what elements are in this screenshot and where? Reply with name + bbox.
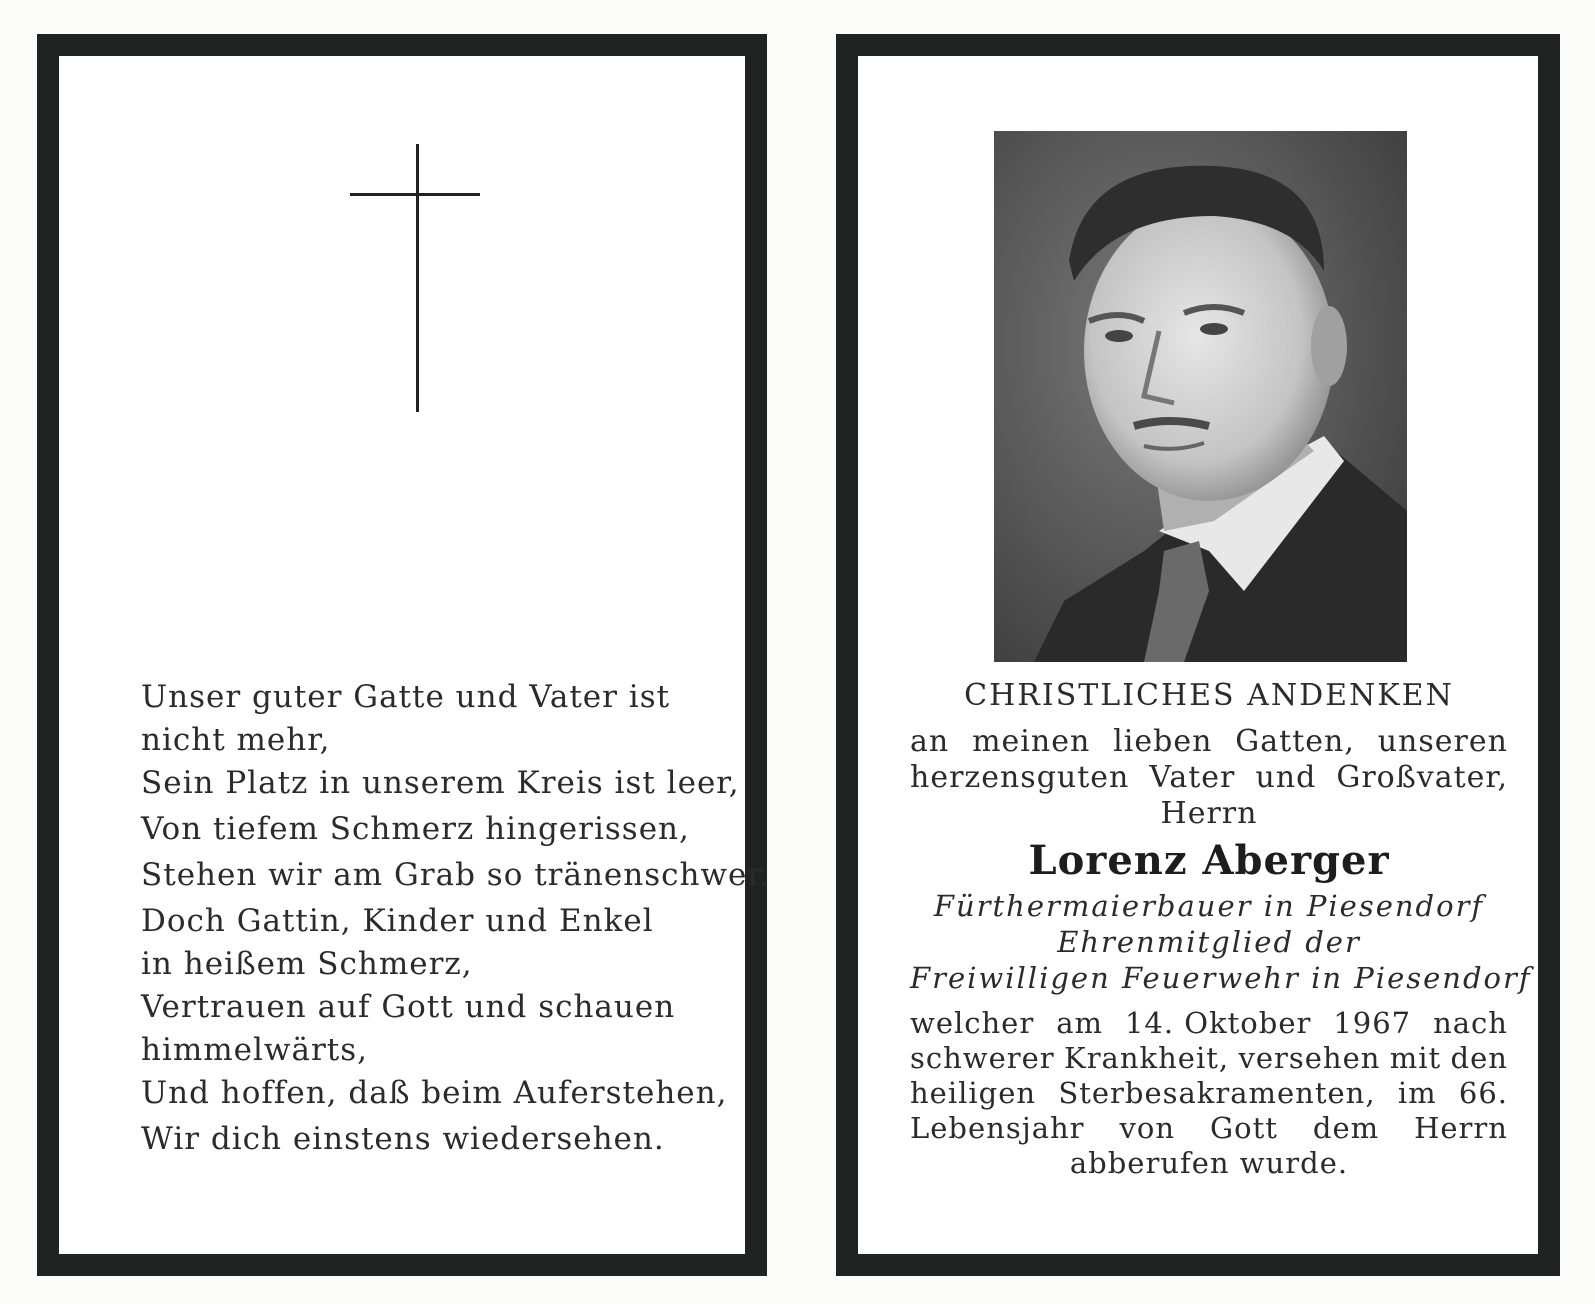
memorial-poem bbox=[141, 674, 771, 1162]
word: 66. bbox=[1458, 1076, 1508, 1110]
poem-line: Unser guter Gatte und Vater ist bbox=[141, 679, 671, 715]
poem-line: Sein Platz in unserem Kreis ist leer, bbox=[141, 765, 740, 801]
poem-line: Doch Gattin, Kinder und Enkel bbox=[141, 903, 654, 939]
justified-line bbox=[910, 1111, 1508, 1146]
word: und bbox=[1255, 760, 1317, 795]
role-line: Fürthermaierbauer in Piesendorf bbox=[933, 889, 1485, 923]
word: an bbox=[910, 724, 950, 759]
word: Sterbesakramenten, bbox=[1058, 1076, 1376, 1110]
word: mit bbox=[1389, 1041, 1442, 1075]
justified-line bbox=[910, 1041, 1508, 1076]
poem-line: in heißem Schmerz, bbox=[141, 946, 473, 982]
word: 14. Oktober bbox=[1124, 1006, 1312, 1040]
dedication-last-line: Herrn bbox=[1160, 796, 1258, 831]
cross-icon-bar bbox=[350, 193, 480, 196]
word: versehen bbox=[1238, 1041, 1381, 1075]
cross-icon bbox=[416, 144, 419, 412]
word: herzensguten bbox=[910, 760, 1130, 795]
deceased-name: Lorenz Aberger bbox=[1028, 837, 1390, 884]
word: Vater bbox=[1149, 760, 1236, 795]
justified-line bbox=[910, 1076, 1508, 1111]
poem-line: himmelwärts, bbox=[141, 1032, 368, 1068]
role-line: Freiwilligen Feuerwehr in Piesendorf bbox=[910, 961, 1532, 995]
dedication-text bbox=[910, 724, 1508, 832]
poem-line: Und hoffen, daß beim Auferstehen, bbox=[141, 1075, 728, 1111]
word: unseren bbox=[1377, 724, 1508, 759]
word: den bbox=[1450, 1041, 1508, 1075]
poem-line: Vertrauen auf Gott und schauen bbox=[141, 989, 676, 1025]
word: lieben bbox=[1113, 724, 1213, 759]
justified-line bbox=[910, 760, 1508, 796]
poem-line: Stehen wir am Grab so tränenschwer. bbox=[141, 857, 771, 893]
word: Gott bbox=[1210, 1111, 1278, 1145]
poem-line: Wir dich einstens wiedersehen. bbox=[141, 1121, 665, 1157]
word: Gatten, bbox=[1235, 724, 1355, 759]
word: Lebensjahr bbox=[910, 1111, 1085, 1145]
death-notice-last-line: abberufen wurde. bbox=[1069, 1146, 1349, 1180]
word: Großvater, bbox=[1336, 760, 1508, 795]
word: im bbox=[1397, 1076, 1437, 1110]
left-card bbox=[37, 34, 771, 1276]
word: 1967 bbox=[1333, 1006, 1412, 1040]
poem-line: Von tiefem Schmerz hingerissen, bbox=[141, 811, 690, 847]
card-heading: CHRISTLICHES ANDENKEN bbox=[964, 678, 1454, 713]
word: dem bbox=[1312, 1111, 1380, 1145]
word: meinen bbox=[972, 724, 1091, 759]
right-card bbox=[836, 34, 1560, 1276]
word: Herrn bbox=[1414, 1111, 1508, 1145]
word: welcher bbox=[910, 1006, 1035, 1040]
portrait-photo bbox=[994, 131, 1407, 662]
deceased-roles bbox=[910, 888, 1532, 996]
word: nach bbox=[1433, 1006, 1508, 1040]
justified-line bbox=[910, 724, 1508, 760]
poem-line: nicht mehr, bbox=[141, 722, 331, 758]
word: Krankheit, bbox=[1064, 1041, 1230, 1075]
role-line: Ehrenmitglied der bbox=[1057, 925, 1361, 959]
word: schwerer bbox=[910, 1041, 1055, 1075]
word: heiligen bbox=[910, 1076, 1037, 1110]
justified-line bbox=[910, 1006, 1508, 1041]
word: am bbox=[1056, 1006, 1103, 1040]
word: von bbox=[1119, 1111, 1176, 1145]
death-notice bbox=[910, 1006, 1508, 1181]
